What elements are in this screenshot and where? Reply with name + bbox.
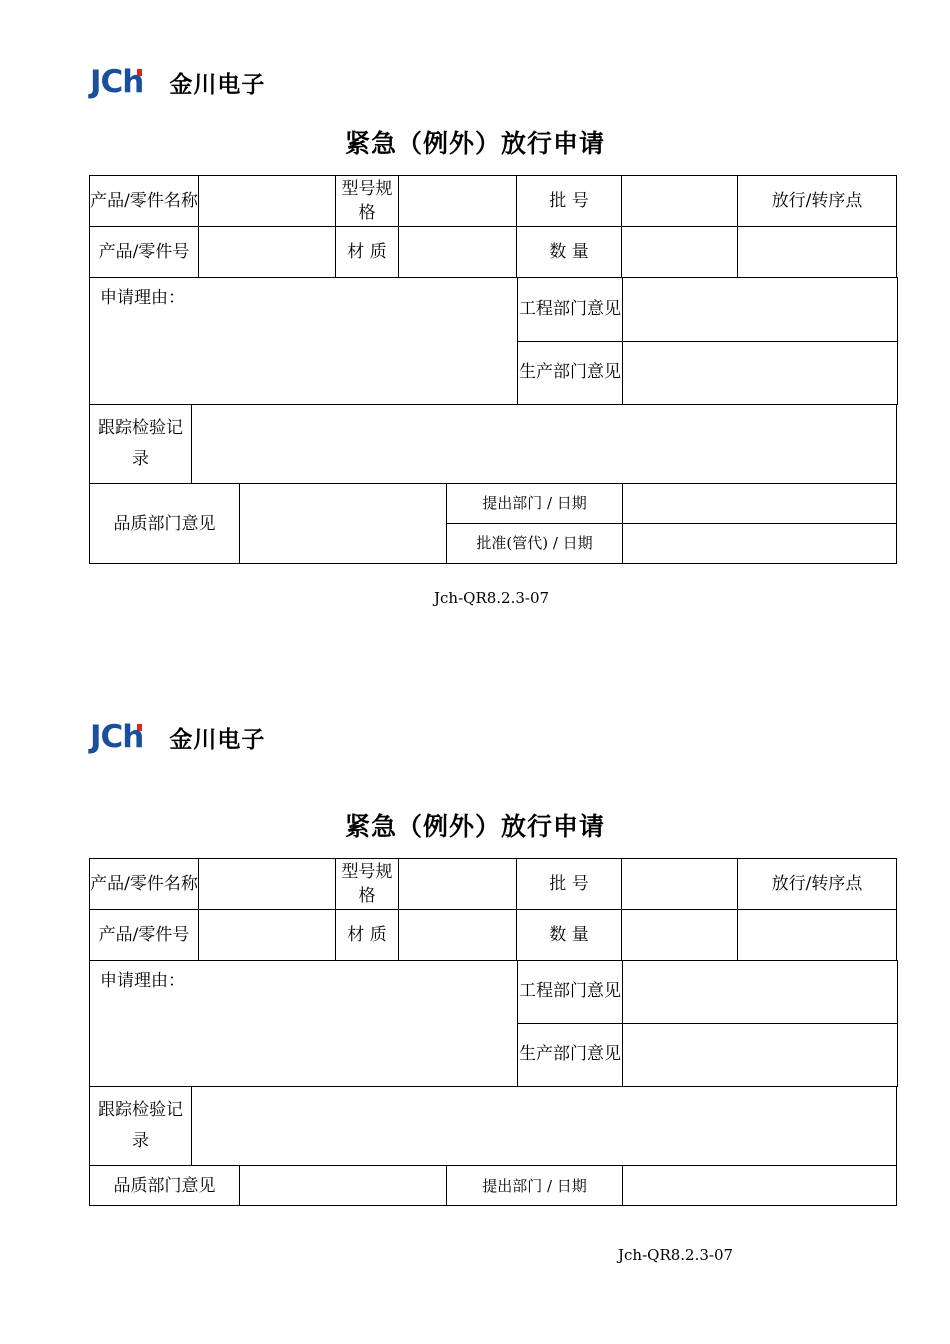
label-reason: 申请理由： bbox=[100, 971, 185, 991]
label-reason: 申请理由： bbox=[100, 288, 185, 308]
field-submit-dept-date[interactable] bbox=[622, 1165, 897, 1206]
field-release-point[interactable] bbox=[737, 909, 897, 961]
field-engineering-opinion[interactable] bbox=[622, 277, 898, 342]
label-batch-no: 批 号 bbox=[516, 858, 622, 910]
field-quality-opinion[interactable] bbox=[239, 483, 447, 564]
label-quality-opinion: 品质部门意见 bbox=[89, 1165, 240, 1206]
label-product-name: 产品/零件名称 bbox=[89, 858, 199, 910]
field-reason[interactable] bbox=[89, 960, 518, 1087]
label-tracking-record: 跟踪检验记录 bbox=[89, 1086, 192, 1166]
label-product-no: 产品/零件号 bbox=[89, 909, 199, 961]
field-model-spec[interactable] bbox=[398, 858, 517, 910]
label-production-opinion: 生产部门意见 bbox=[517, 341, 623, 406]
field-material[interactable] bbox=[398, 226, 517, 278]
field-material[interactable] bbox=[398, 909, 517, 961]
release-form-1 bbox=[90, 176, 898, 564]
label-engineering-opinion: 工程部门意见 bbox=[517, 960, 623, 1024]
logo-mark-jc: JC bbox=[90, 719, 123, 755]
logo-mark-jc: JC bbox=[90, 64, 123, 100]
label-submit-dept-date: 提出部门 / 日期 bbox=[446, 1165, 623, 1206]
field-product-name[interactable] bbox=[198, 175, 336, 227]
field-quantity[interactable] bbox=[621, 909, 738, 961]
field-model-spec[interactable] bbox=[398, 175, 517, 227]
release-form-2 bbox=[90, 859, 898, 1206]
field-quantity[interactable] bbox=[621, 226, 738, 278]
label-approve-date: 批准(管代) / 日期 bbox=[446, 523, 623, 565]
field-engineering-opinion[interactable] bbox=[622, 960, 898, 1024]
label-model-spec: 型号规格 bbox=[335, 858, 399, 910]
field-approve-date[interactable] bbox=[622, 523, 897, 565]
label-production-opinion: 生产部门意见 bbox=[517, 1023, 623, 1088]
field-tracking-record[interactable] bbox=[191, 404, 897, 484]
form-code: Jch-QR8.2.3-07 bbox=[434, 589, 550, 607]
company-logo bbox=[90, 66, 265, 99]
company-name: 金川电子 bbox=[169, 72, 266, 98]
label-quantity: 数 量 bbox=[516, 226, 622, 278]
label-quantity: 数 量 bbox=[516, 909, 622, 961]
logo-mark bbox=[90, 64, 144, 100]
label-release-point: 放行/转序点 bbox=[737, 175, 897, 227]
field-reason[interactable] bbox=[89, 277, 518, 405]
label-release-point: 放行/转序点 bbox=[737, 858, 897, 910]
label-engineering-opinion: 工程部门意见 bbox=[517, 277, 623, 342]
label-model-spec: 型号规格 bbox=[335, 175, 399, 227]
field-batch-no[interactable] bbox=[621, 858, 738, 910]
logo-mark bbox=[90, 719, 144, 755]
document-title: 紧急（例外）放行申请 bbox=[344, 129, 605, 158]
field-tracking-record[interactable] bbox=[191, 1086, 897, 1166]
company-name: 金川电子 bbox=[169, 727, 266, 753]
company-logo bbox=[90, 721, 265, 754]
label-tracking-record: 跟踪检验记录 bbox=[89, 404, 192, 484]
field-product-name[interactable] bbox=[198, 858, 336, 910]
logo-mark-h: h bbox=[122, 719, 144, 755]
form-code: Jch-QR8.2.3-07 bbox=[618, 1246, 734, 1264]
label-material: 材 质 bbox=[335, 909, 399, 961]
field-release-point[interactable] bbox=[737, 226, 897, 278]
field-product-no[interactable] bbox=[198, 226, 336, 278]
field-quality-opinion[interactable] bbox=[239, 1165, 447, 1206]
label-material: 材 质 bbox=[335, 226, 399, 278]
field-submit-dept-date[interactable] bbox=[622, 483, 897, 524]
label-product-name: 产品/零件名称 bbox=[89, 175, 199, 227]
label-batch-no: 批 号 bbox=[516, 175, 622, 227]
field-product-no[interactable] bbox=[198, 909, 336, 961]
label-submit-dept-date: 提出部门 / 日期 bbox=[446, 483, 623, 524]
field-production-opinion[interactable] bbox=[622, 341, 898, 406]
label-quality-opinion: 品质部门意见 bbox=[89, 483, 240, 564]
field-production-opinion[interactable] bbox=[622, 1023, 898, 1088]
label-product-no: 产品/零件号 bbox=[89, 226, 199, 278]
logo-mark-h: h bbox=[122, 64, 144, 100]
field-batch-no[interactable] bbox=[621, 175, 738, 227]
document-title: 紧急（例外）放行申请 bbox=[344, 812, 605, 841]
